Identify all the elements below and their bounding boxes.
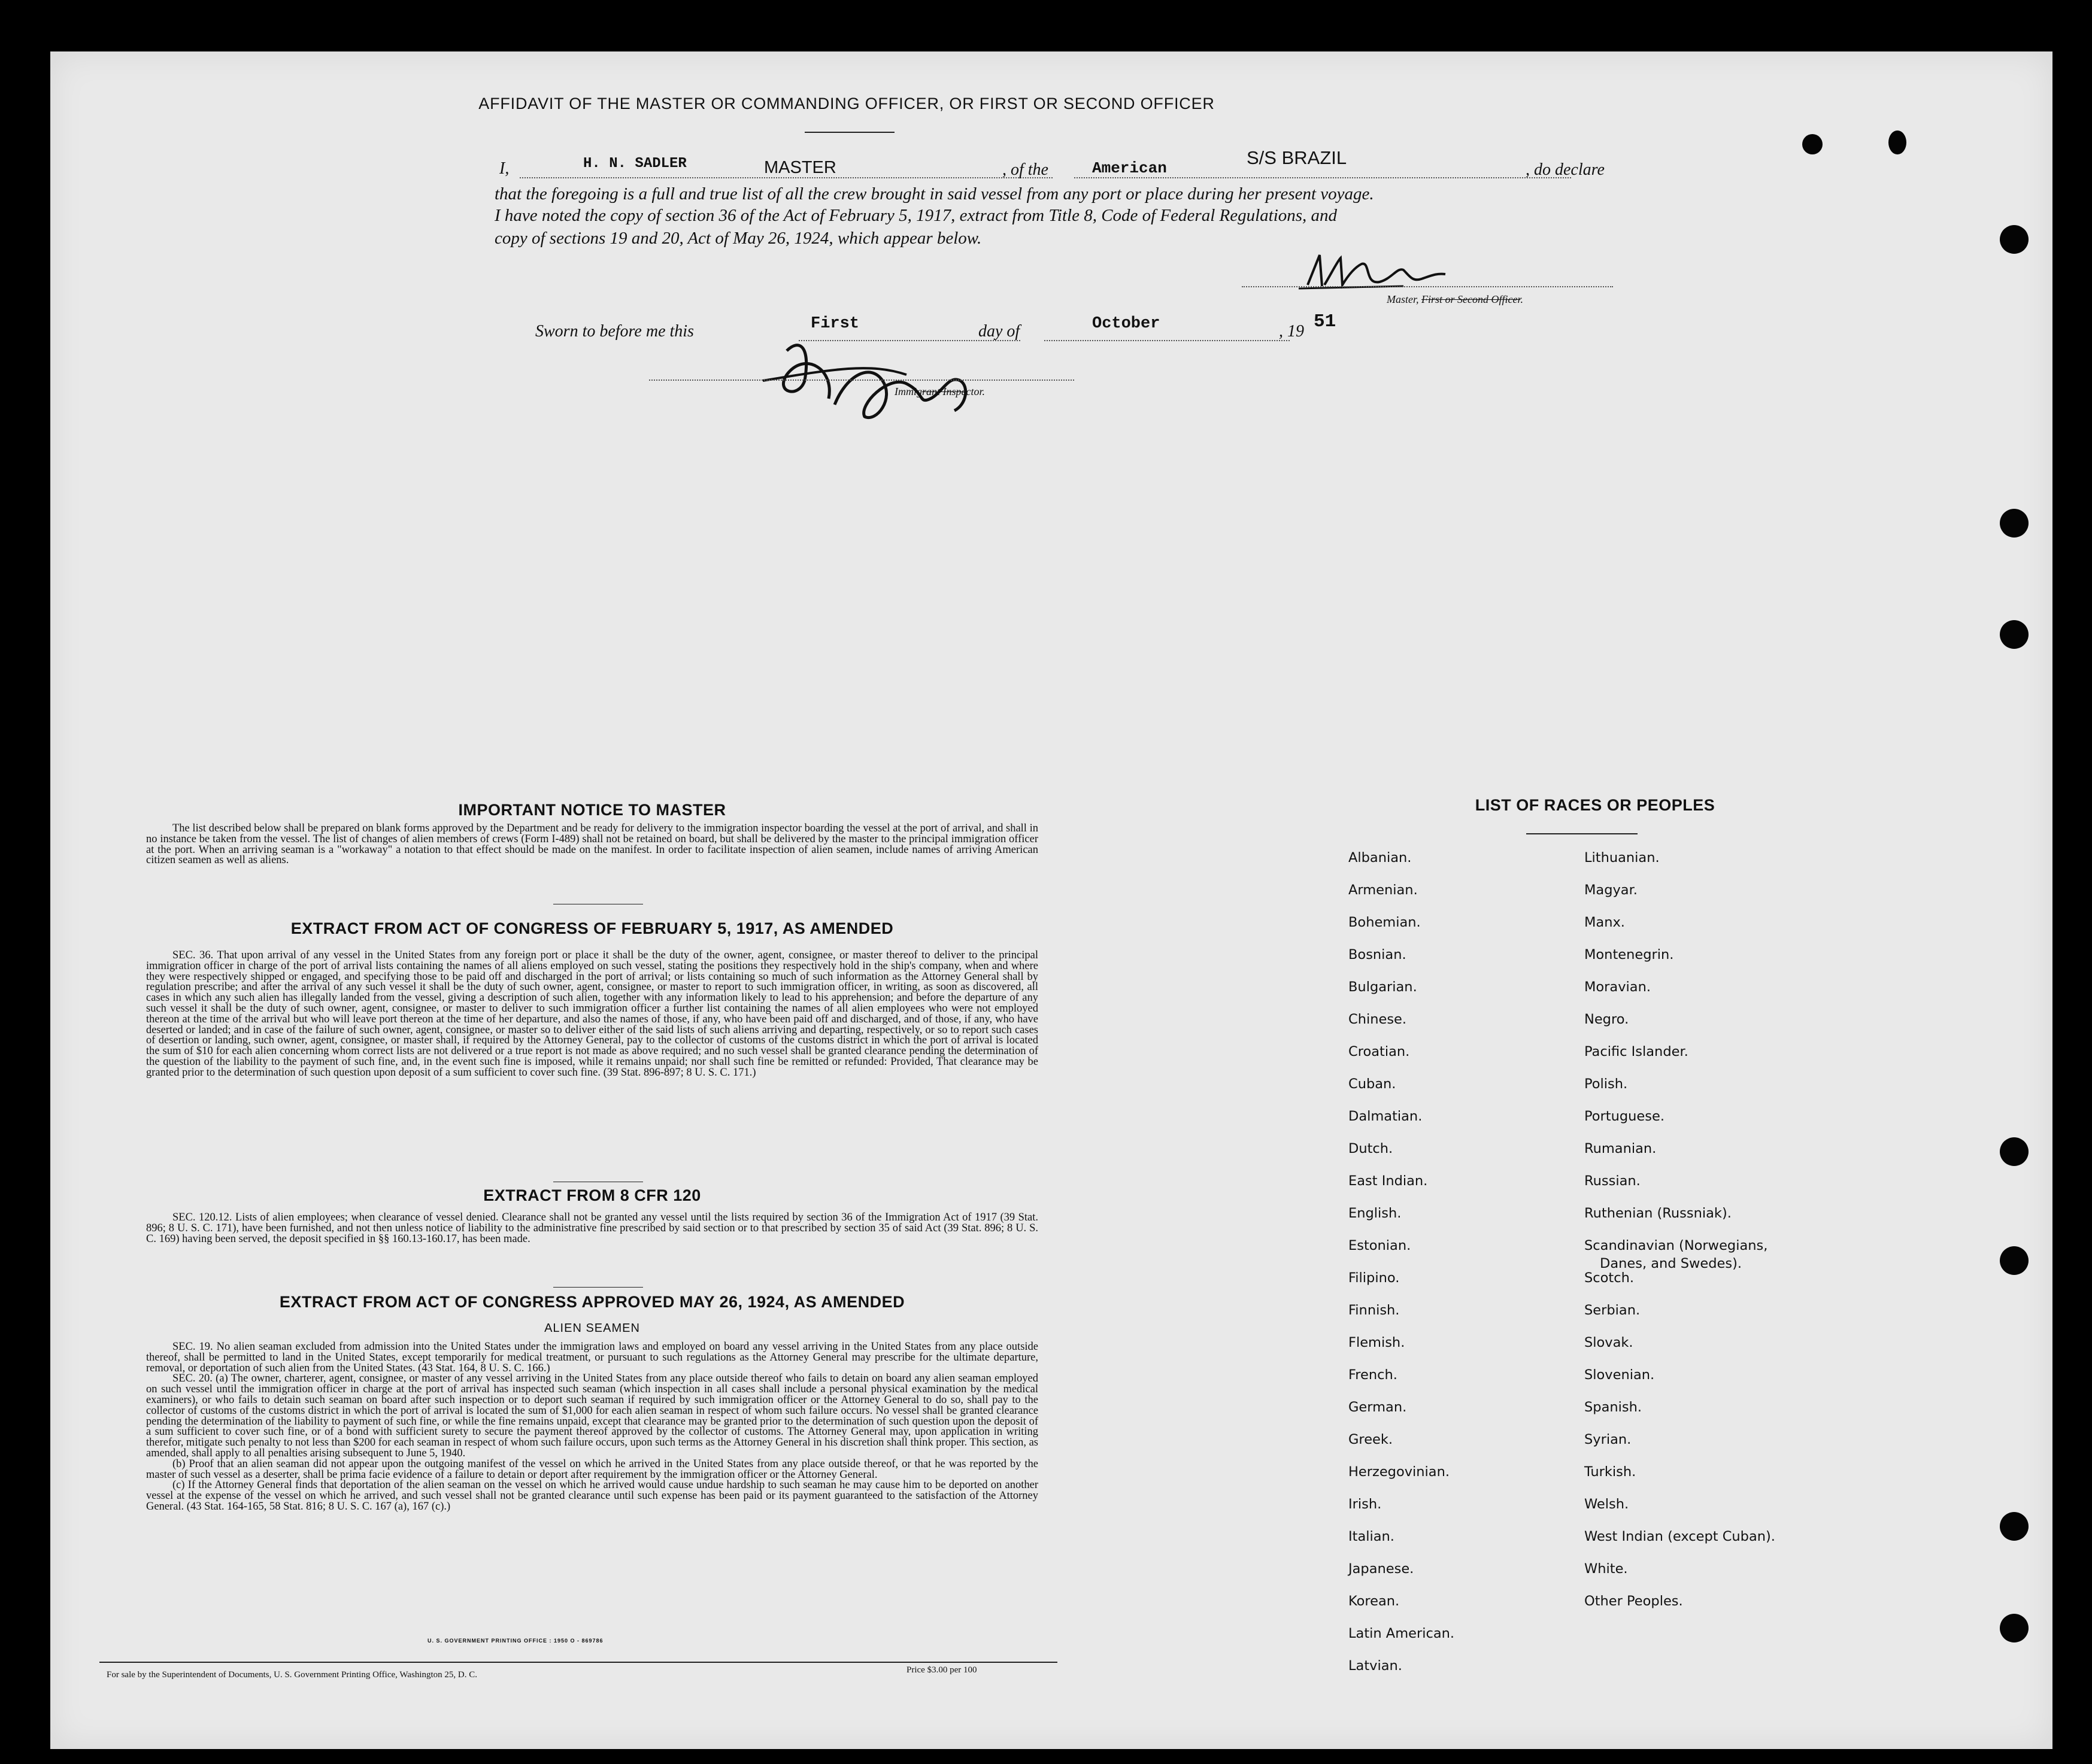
race-item-left: Albanian. xyxy=(1348,850,1412,866)
race-item-right: Negro. xyxy=(1584,1012,1629,1027)
crew-list-affidavit-form xyxy=(50,51,2052,1749)
punch-hole xyxy=(2000,1246,2029,1275)
master-signature-line xyxy=(1242,286,1613,287)
race-item-right: Danes, and Swedes). xyxy=(1600,1256,1742,1271)
extract-1917-text: SEC. 36. That upon arrival of any vessel in the United States from any foreign port or place it shall be the duty of the owner, agent, consignee, or master thereof to deliver to the principal immigration officer in charge of the port of arrival lists containing the names of all aliens employed on such vessel, stating the positions they respectively hold in the ship's company, when and where they were respectively shipped or engaged, and specifying those to be paid off and discharged in the port of arrival; or lists containing so much of such information as the Attorney General shall by regulation prescribe; and after the arrival of any such vessel it shall be the duty of such owner, agent, consignee, or master to report to such immigration officer, in writing, as soon as discovered, all cases in which any such alien has illegally landed from the vessel, giving a description of such alien, together with any information likely to lead to his apprehension; and before the departure of any such vessel it shall be the duty of such owner, agent, consignee, or master to deliver to such immigration officer a further list containing the names of all alien employees who were not employed thereon at the time of the arrival but who will leave port thereon at the time of her departure, and also the names of those, if any, who have been paid off and discharged, and of those, if any, who have deserted or landed; and in case of the failure of such owner, agent, consignee, or master so to deliver either of the said lists of such aliens arriving and departing, respectively, or so to report such cases of desertion or landing, such owner, agent, consignee, or master shall, if required by the Attorney General, pay to the collector of customs of the customs district in which the port of arrival is located the sum of $10 for each alien concerning whom correct lists are not delivered or a true report is not made as above required; and no such vessel shall be granted clearance pending the determination of the question of the liability to the payment of such fine, and, in the event such fine is imposed, while it remains unpaid; nor shall such fine be remitted or refunded: Provided, That clearance may be granted prior to the determination of such question upon deposit of a sum sufficient to cover such fine. (39 Stat. 896-897; 8 U. S. C. 171.) xyxy=(146,949,1038,1079)
notice-text: The list described below shall be prepared on blank forms approved by the Department and be ready for delivery to the immigration inspector boarding the vessel at the port of arrival, and shall in no instance be taken from the vessel. The list of changes of alien members of crews (Form I-489) shall not be retained on board, but shall be delivered by the master to the principal immigration officer at the port. When an arriving seaman is a "workaway" a notation to that effect should be made on the manifest. In order to facilitate inspection of alien seamen, include names of arriving American citizen seamen as well as aliens. xyxy=(146,822,1038,867)
sec20b-text: (b) Proof that an alien seaman did not appear upon the outgoing manifest of the vessel on which he arrived in the United States from any place outside thereof, or that he was reported by the master of such vessel as a deserter, shall be prima facie evidence of a failure to detain or deport after requirement by the immigration officer or the Attorney General. xyxy=(146,1458,1038,1481)
race-item-left: Bosnian. xyxy=(1348,947,1406,963)
affidavit-line-2: that the foregoing is a full and true list of all the crew brought in said vessel from any port or place during her present voyage. xyxy=(495,184,1374,204)
races-divider xyxy=(1526,833,1638,834)
race-item-right: Slovak. xyxy=(1584,1335,1633,1350)
race-item-left: Filipino. xyxy=(1348,1270,1400,1286)
inspector-caption-b: ctor. xyxy=(966,385,985,397)
race-item-left: Bohemian. xyxy=(1348,915,1421,930)
race-item-right: Syrian. xyxy=(1584,1432,1632,1447)
punch-hole xyxy=(2000,1512,2029,1541)
vessel-nationality: American xyxy=(1092,159,1167,177)
race-item-left: Dalmatian. xyxy=(1348,1109,1423,1124)
race-item-right: Serbian. xyxy=(1584,1302,1641,1318)
race-item-left: Chinese. xyxy=(1348,1012,1407,1027)
sworn-month: October xyxy=(1092,315,1160,333)
race-item-right: Turkish. xyxy=(1584,1464,1636,1480)
race-item-right: Ruthenian (Russniak). xyxy=(1584,1206,1732,1221)
punch-hole xyxy=(2000,509,2029,538)
affidavit-line-4: copy of sections 19 and 20, Act of May 26, 1924, which appear below. xyxy=(495,229,982,248)
race-item-left: Finnish. xyxy=(1348,1302,1400,1318)
struck-officer-text: First or Second Officer xyxy=(1421,293,1521,305)
inspector-signature xyxy=(751,327,1026,435)
affidavit-title: AFFIDAVIT OF THE MASTER OR COMMANDING OFFICER, OR FIRST OR SECOND OFFICER xyxy=(478,95,1215,113)
extract-1924-subheading: ALIEN SEAMEN xyxy=(544,1322,640,1335)
race-item-right: Montenegrin. xyxy=(1584,947,1674,963)
race-item-left: Latin American. xyxy=(1348,1626,1455,1641)
race-item-right: Other Peoples. xyxy=(1584,1593,1683,1609)
race-item-left: Flemish. xyxy=(1348,1335,1405,1350)
affidavit-line-3: I have noted the copy of section 36 of the Act of February 5, 1917, extract from Title 8, Code of Federal Regulations, and xyxy=(495,206,1338,225)
race-item-right: Spanish. xyxy=(1584,1399,1642,1415)
race-item-right: Magyar. xyxy=(1584,882,1638,898)
race-item-right: Rumanian. xyxy=(1584,1141,1657,1156)
race-item-left: German. xyxy=(1348,1399,1407,1415)
race-item-right: Lithuanian. xyxy=(1584,850,1660,866)
race-item-right: Manx. xyxy=(1584,915,1625,930)
affidavit-i-label: I, xyxy=(499,159,510,178)
footer-rule xyxy=(99,1662,1057,1663)
struck-inspector-text: rant Inspe xyxy=(922,385,966,397)
race-item-left: Estonian. xyxy=(1348,1238,1411,1253)
race-item-left: Greek. xyxy=(1348,1432,1393,1447)
race-item-left: Italian. xyxy=(1348,1529,1394,1544)
sec19-text: SEC. 19. No alien seaman excluded from admission into the United States under the immigration laws and employed on board any vessel arriving in the United States from any place outside thereof, shall be permitted to land in the United States, except temporarily for medical treatment, or pursuant to such regulations as the Attorney General may prescribe for the ultimate departure, removal, or deportation of such alien from the United States. (43 Stat. 164, 8 U. S. C. 166.) xyxy=(146,1341,1038,1374)
do-declare-label: , do declare xyxy=(1526,160,1605,179)
title-divider xyxy=(805,132,895,133)
race-item-left: Irish. xyxy=(1348,1496,1382,1512)
punch-hole xyxy=(2000,1137,2029,1166)
race-item-left: Dutch. xyxy=(1348,1141,1393,1156)
year-prefix: , 19 xyxy=(1279,322,1304,341)
vessel-line xyxy=(1074,177,1571,178)
gpo-imprint: U. S. GOVERNMENT PRINTING OFFICE : 1950 O - 869786 xyxy=(428,1638,604,1644)
extract-1917-heading: EXTRACT FROM ACT OF CONGRESS OF FEBRUARY 5, 1917, AS AMENDED xyxy=(290,919,894,937)
race-item-right: West Indian (except Cuban). xyxy=(1584,1529,1775,1544)
master-caption-prefix: Master, xyxy=(1387,293,1419,305)
of-the-label: , of the xyxy=(1002,160,1048,179)
sworn-year: 51 xyxy=(1314,311,1336,332)
race-item-left: Herzegovinian. xyxy=(1348,1464,1450,1480)
race-item-right: Scotch. xyxy=(1584,1270,1635,1286)
race-item-left: East Indian. xyxy=(1348,1173,1428,1189)
extract-cfr-text: SEC. 120.12. Lists of alien employees; when clearance of vessel denied. Clearance shall not be granted any vessel until the lists required by section 36 of the Immigration Act of 1917 (39 Stat. 896; 8 U. S. C. 171), have been furnished, and not then unless notice of liability to the administrative fine prescribed by said section or to that prescribed by section 35 of said Act (39 Stat. 896; 8 U. S. C. 169) having been served, the deposit specified in §§ 160.13-160.17, has been made. xyxy=(146,1212,1038,1245)
master-caption-end: . xyxy=(1520,293,1523,305)
punch-hole xyxy=(2000,1614,2029,1642)
sworn-label: Sworn to before me this xyxy=(535,322,694,341)
race-item-right: Polish. xyxy=(1584,1076,1628,1092)
race-item-right: Portuguese. xyxy=(1584,1109,1664,1124)
race-item-right: Scandinavian (Norwegians, xyxy=(1584,1238,1768,1253)
punch-hole xyxy=(2000,225,2029,254)
notice-heading: IMPORTANT NOTICE TO MASTER xyxy=(458,801,726,819)
vessel-name: S/S BRAZIL xyxy=(1247,147,1347,168)
divider xyxy=(553,1287,643,1288)
race-item-left: Cuban. xyxy=(1348,1076,1396,1092)
race-item-left: Bulgarian. xyxy=(1348,979,1417,995)
inspector-caption-a: Immig xyxy=(895,385,922,397)
extract-1924-body xyxy=(146,1342,1038,1513)
sec20a-text: SEC. 20. (a) The owner, charterer, agent, consignee, or master of any vessel arriving in the United States from any place outside thereof who fails to detain on board any alien seaman employed on such vessel until the immigration officer in charge at the port of arrival has inspected such seaman (which inspection in all cases shall include a personal physical examination by the medical examiners), or who fails to detain such seaman on board after such inspection or to deport such seaman if required by such immigration officer or the Attorney General to do so, shall pay to the collector of customs of the customs district in which the port of arrival is located the sum of $1,000 for each alien seaman in respect of whom such failure occurs. No vessel shall be granted clearance pending the determination of the liability to payment of such fine, or while the fine remains unpaid, except that clearance may be granted prior to the determination of such question upon the deposit of a sum sufficient to cover such fine, or of a bond with sufficient surety to secure the payment thereof approved by the collector of customs. The Attorney General may, upon application in writing therefor, mitigate such penalty to not less than $200 for each seaman in respect of whom such failure occurs, upon such terms as the Attorney General in his discretion shall think proper. This section, as amended, shall apply to all penalties arising subsequent to June 5, 1940. xyxy=(146,1373,1038,1459)
race-item-left: Korean. xyxy=(1348,1593,1400,1609)
master-name: H. N. SADLER xyxy=(583,156,687,172)
sec20c-text: (c) If the Attorney General finds that deportation of the alien seaman on the vessel on which he arrived would cause undue hardship to such seaman he may cause him to be deported on another vessel at the expense of the vessel on which he arrived, and such vessel shall not be granted clearance until such expense has been paid or its payment guaranteed to the satisfaction of the Attorney General. (43 Stat. 164-165, 58 Stat. 816; 8 U. S. C. 167 (a), 167 (c).) xyxy=(146,1479,1038,1513)
race-item-right: White. xyxy=(1584,1561,1628,1577)
race-item-right: Russian. xyxy=(1584,1173,1641,1189)
race-item-right: Welsh. xyxy=(1584,1496,1629,1512)
races-heading: LIST OF RACES OR PEOPLES xyxy=(1475,796,1715,814)
extract-cfr-heading: EXTRACT FROM 8 CFR 120 xyxy=(483,1186,701,1204)
race-item-left: French. xyxy=(1348,1367,1397,1383)
punch-hole xyxy=(1802,134,1823,154)
sworn-month-line xyxy=(1044,340,1290,341)
race-item-left: Armenian. xyxy=(1348,882,1418,898)
inspector-caption xyxy=(895,385,985,398)
master-rank: MASTER xyxy=(764,158,836,177)
race-item-left: English. xyxy=(1348,1206,1402,1221)
race-item-left: Croatian. xyxy=(1348,1044,1410,1059)
inspector-signature-line xyxy=(649,379,1074,381)
price-notice: Price $3.00 per 100 xyxy=(906,1665,977,1675)
race-item-right: Slovenian. xyxy=(1584,1367,1655,1383)
race-item-right: Pacific Islander. xyxy=(1584,1044,1688,1059)
race-item-right: Moravian. xyxy=(1584,979,1651,995)
punch-hole xyxy=(2000,620,2029,649)
sworn-day: First xyxy=(811,315,860,333)
race-item-left: Japanese. xyxy=(1348,1561,1414,1577)
for-sale-notice: For sale by the Superintendent of Documents, U. S. Government Printing Office, Washington 25, D. C. xyxy=(107,1670,477,1680)
extract-1924-heading: EXTRACT FROM ACT OF CONGRESS APPROVED MAY 26, 1924, AS AMENDED xyxy=(279,1293,905,1311)
day-of-label: day of xyxy=(978,322,1020,341)
punch-hole xyxy=(1888,130,1906,154)
race-item-left: Latvian. xyxy=(1348,1658,1402,1674)
master-caption xyxy=(1387,293,1523,306)
